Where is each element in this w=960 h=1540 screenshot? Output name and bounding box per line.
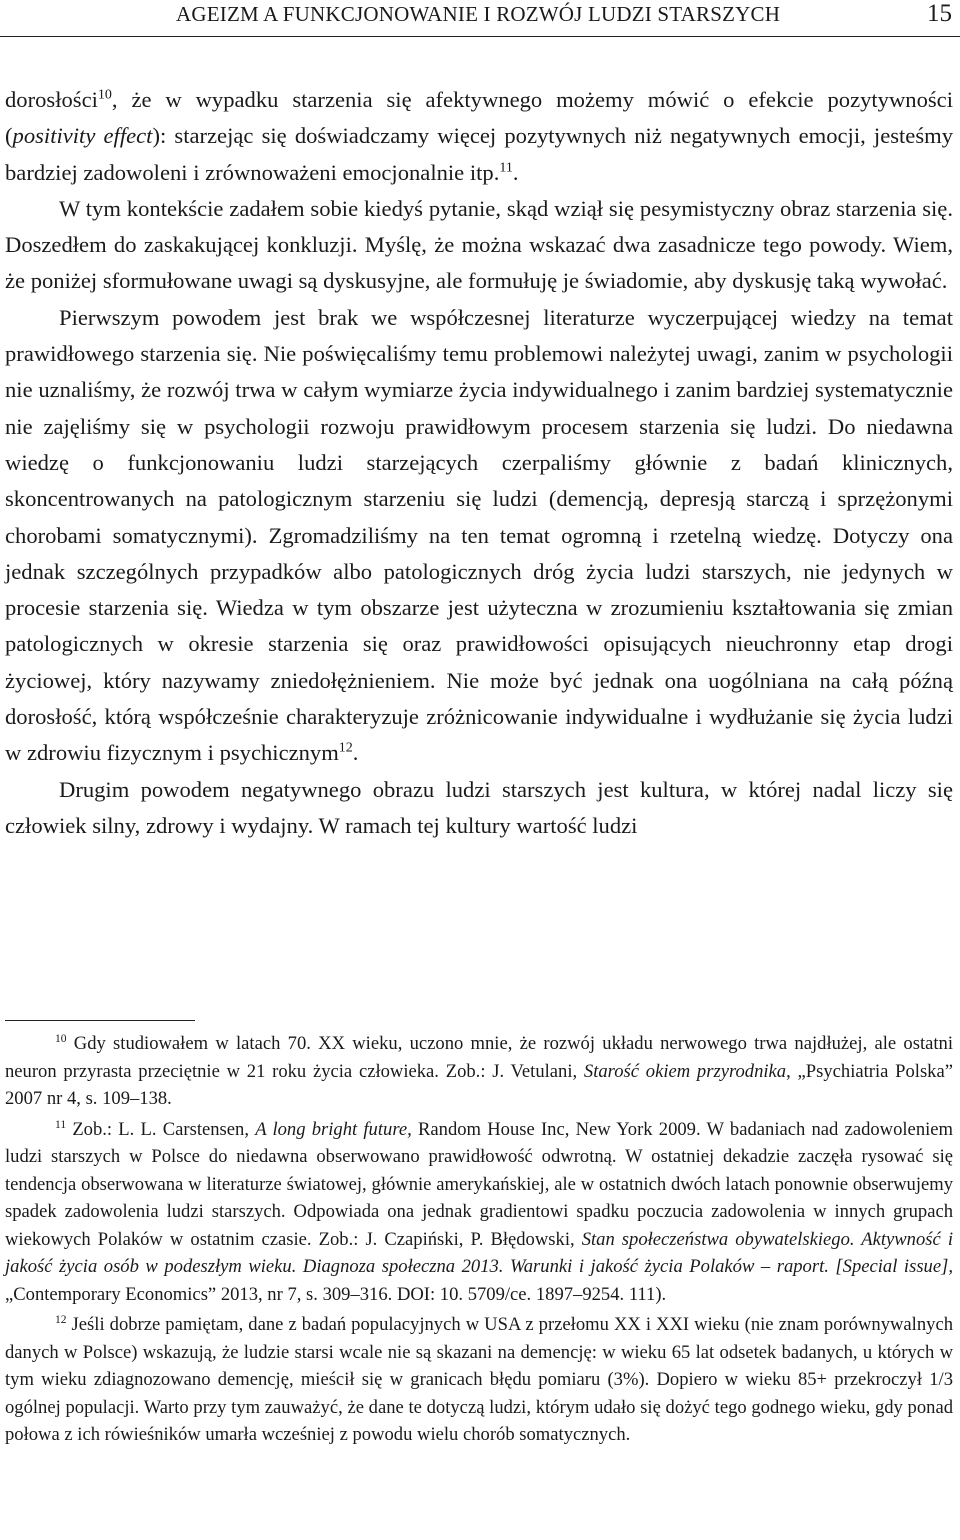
text-span: Pierwszym powodem jest brak we współczesnej literaturze wyczerpującej wiedzy na temat prawidłowego starzenia się. Nie poświęcaliśmy temu problemowi należytej uwagi, zanim w psychologii nie uznaliśmy, że rozwój trwa w całym wymiarze życia indywidualnego i zanim bardziej systematycznie nie zajęliśmy się w psychologii rozwoju prawidłowym procesem starzenia się ludzi. Do niedawna wiedzę o funkcjonowaniu ludzi starzejących czerpaliśmy głównie z badań klinicznych, skoncentrowanych na patologicznym starzeniu się ludzi (demencją, depresją starczą i sprzężonymi chorobami somatycznymi). Zgromadziliśmy na ten temat ogromną i rzetelną wiedzę. Dotyczy ona jednak szczególnych przypadków albo patologicznych dróg życia ludzi starszych, nie jedynych w procesie starzenia się. Wiedza w tym obszarze jest użyteczna w zrozumieniu kształtowania się zmian patologicznych w okresie starzenia się oraz prawidłowości opisujących nieuchronny etap drogi życiowej, który nazywamy zniedołężnieniem. Nie może być jednak ona uogólniana na całą późną dorosłość, którą współcześnie charakteryzuje zróżnicowanie indywidualne i wydłużanie się życia ludzi w zdrowiu fizycznym i psychicznym (5, 304, 953, 766)
italic-term: positivity effect (12, 123, 153, 149)
footnote-text: Gdy studiowałem w latach 70. XX wieku, uczono mnie, że rozwój układu nerwowego trwa najdłużej, ale ostatni neuron przyrasta przeciętnie w 21 roku życia człowieka. Zob.: J. Vetulani, (5, 1033, 953, 1082)
footnote-ref-12: 12 (338, 740, 353, 756)
footnotes (5, 1030, 953, 1449)
footnote-italic: Stan społeczeństwa obywatelskiego. Aktywność i jakość życia osób w podeszłym wieku. Diagnoza społeczna 2013. Warunki i jakość życia Polaków – raport. [Special issue], (5, 1228, 953, 1277)
paragraph-3 (5, 300, 953, 772)
footnote-italic: A long bright future, (255, 1118, 412, 1140)
main-text (5, 82, 953, 844)
paragraph-4: Drugim powodem negatywnego obrazu ludzi starszych jest kultura, w której nadal liczy się człowiek silny, zdrowy i wydajny. W ramach tej kultury wartość ludzi (5, 776, 953, 838)
text-span: , że w wypadku starzenia się afektywnego możemy mówić o efekcie pozytywności ( (5, 87, 953, 149)
running-title: AGEIZM A FUNKCJONOWANIE I ROZWÓJ LUDZI STARSZYCH (176, 2, 781, 26)
paragraph-2: W tym kontekście zadałem sobie kiedyś pytanie, skąd wziął się pesymistyczny obraz starzenia się. Doszedłem do zaskakującej konkluzji. Myślę, że można wskazać dwa zasadnicze tego powody. Wiem, że poniżej sformułowane uwagi są dyskusyjne, ale formułuję je świadomie, aby dyskusję taką wywołać. (5, 195, 953, 294)
text-span: . (512, 159, 519, 185)
footnote-number: 12 (55, 1313, 67, 1326)
page-number: 15 (927, 0, 952, 27)
footnote-11 (5, 1116, 953, 1309)
footnote-italic: Starość okiem przyrodnika (583, 1060, 787, 1082)
footnote-text: Zob.: L. L. Carstensen, (66, 1118, 256, 1140)
footnote-ref-11: 11 (499, 160, 513, 176)
header-rule (0, 36, 960, 37)
footnote-text: , „Psychiatria Polska” 2007 nr 4, s. 109–138. (5, 1060, 953, 1109)
footnote-separator (5, 1020, 195, 1021)
footnote-10 (5, 1030, 953, 1113)
text-span: ): starzejąc się doświadczamy więcej pozytywnych niż negatywnych emocji, jesteśmy bardziej zadowoleni i zrównoważeni emocjonalnie itp. (5, 123, 953, 185)
text-span: dorosłości (5, 87, 98, 112)
page-header (0, 0, 960, 34)
footnote-number: 10 (55, 1032, 67, 1045)
paragraph-1 (5, 82, 953, 191)
footnote-text: „Contemporary Economics” 2013, nr 7, s. 309–316. DOI: 10. 5709/ce. 1897–9254. 111). (5, 1283, 667, 1305)
footnote-12 (5, 1311, 953, 1449)
footnote-text: Jeśli dobrze pamiętam, dane z badań populacyjnych w USA z przełomu XX i XXI wieku (nie znam porównywalnych danych w Polsce) wskazują, że ludzie starsi wcale nie są skazani na demencję: w wieku 65 lat odsetek badanych, u których w tym wieku zdiagnozowano demencję, mieścił się w granicach błędu pomiaru (3%). Dopiero w wieku 85+ przekroczył 1/3 ogólnej populacji. Warto przy tym zauważyć, że dane te dotyczą ludzi, którym udało się dożyć tego godnego wieku, gdy ponad połowa z ich rówieśników umarła wcześniej z powodu wielu chorób somatycznych. (5, 1314, 953, 1445)
footnote-number: 11 (55, 1118, 67, 1131)
text-span: . (352, 740, 359, 766)
footnote-text: Random House Inc, New York 2009. W badaniach nad zadowoleniem ludzi starszych w Polsce do niedawna obserwowano prawidłowość odwrotną. W ostatniej dekadzie zaczęła rysować się tendencja obserwowana w literaturze światowej, głównie amerykańskiej, ale w ostatnich dwóch latach ponownie obserwujemy spadek zadowolenia ludzi starszych. Odpowiada ona jednak gradientowi spadku poczucia zadowolenia w innych grupach wiekowych Polaków w ostatnim czasie. Zob.: J. Czapiński, P. Błędowski, (5, 1118, 953, 1250)
footnote-ref-10: 10 (97, 87, 112, 103)
